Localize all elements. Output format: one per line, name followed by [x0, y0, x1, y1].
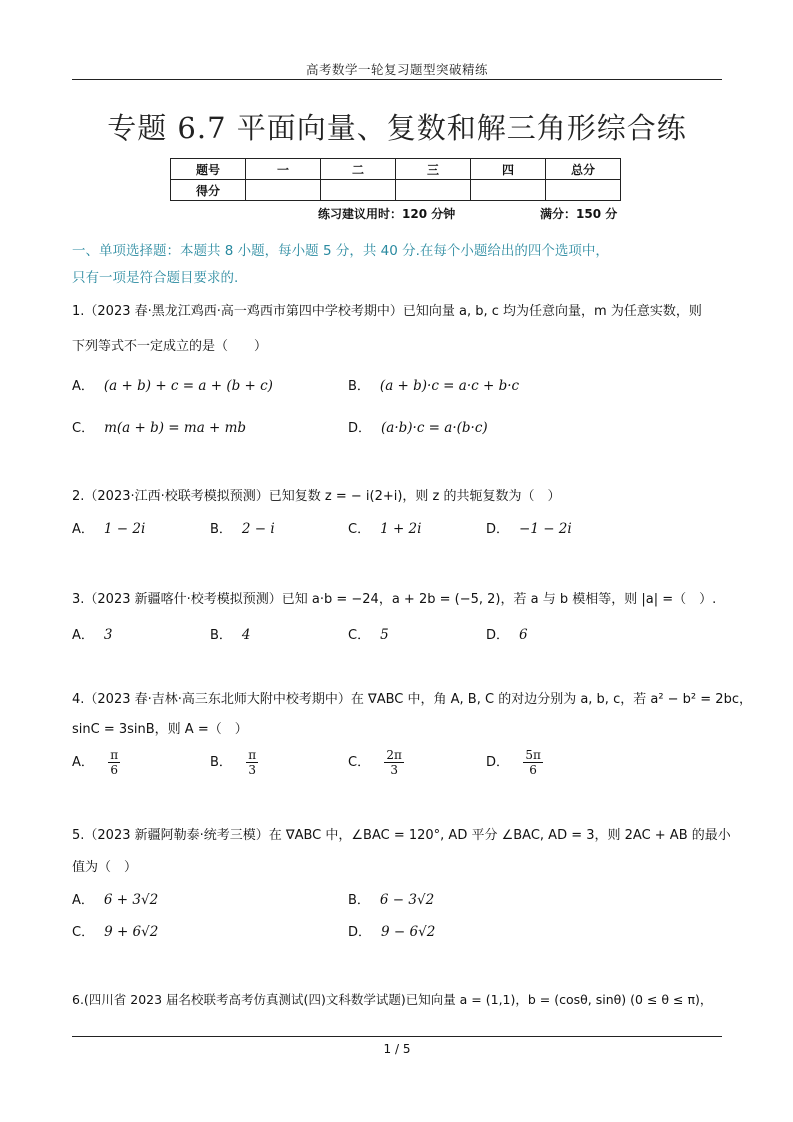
fraction	[384, 748, 404, 777]
footer-divider	[72, 1036, 722, 1037]
fraction-denominator: 3	[248, 763, 256, 777]
question-4-option-d[interactable]	[486, 748, 543, 777]
option-text: 6	[519, 627, 528, 643]
question-2-option-c[interactable]	[348, 518, 421, 537]
score-cell: 四	[471, 159, 546, 180]
section-heading-line: 只有一项是符合题目要求的.	[72, 270, 239, 286]
question-4-stem: sinC = 3sinB，则 A =（ ）	[72, 722, 248, 737]
question-1-option-c[interactable]	[72, 417, 246, 436]
option-label: B．	[348, 379, 370, 394]
option-label: C．	[72, 925, 95, 940]
question-1-stem: 下列等式不一定成立的是（ ）	[72, 339, 268, 354]
option-label: B．	[210, 628, 232, 643]
question-5-option-a[interactable]	[72, 889, 158, 908]
page-title: 专题 6.7 平面向量、复数和解三角形综合练	[107, 111, 687, 145]
option-label: B．	[210, 522, 232, 537]
section-heading	[72, 238, 732, 292]
full-score: 满分：150 分	[540, 207, 618, 221]
question-3-option-a[interactable]	[72, 624, 113, 643]
option-label: D．	[486, 522, 510, 537]
option-label: D．	[348, 421, 372, 436]
score-cell: 题号	[171, 159, 246, 180]
fraction-numerator: 5π	[525, 748, 541, 762]
fraction	[108, 748, 120, 777]
question-6-stem: 6.(四川省 2023 届名校联考高考仿真测试(四)文科数学试题)已知向量 a = (1,1)，b = (cosθ, sinθ) (0 ≤ θ ≤ π)，	[72, 992, 713, 1007]
question-2-option-b[interactable]	[210, 518, 275, 537]
score-table-header-row	[171, 159, 621, 180]
question-5-stem: 5.（2023 新疆阿勒泰·统考三模）在 ∇ABC 中，∠BAC = 120°, AD 平分 ∠BAC, AD = 3，则 2AC + AB 的最小	[72, 828, 731, 843]
option-text: 2 − i	[241, 521, 275, 537]
score-input-cell[interactable]	[546, 180, 621, 201]
question-2-stem: 2.（2023·江西·校联考模拟预测）已知复数 z = − i(2+i)，则 z 的共轭复数为（ ）	[72, 489, 561, 504]
score-cell: 总分	[546, 159, 621, 180]
header-divider	[72, 79, 722, 80]
question-4-option-b[interactable]	[210, 748, 258, 777]
option-label: A．	[72, 522, 94, 537]
option-text: −1 − 2i	[519, 521, 572, 537]
question-5-stem: 值为（ ）	[72, 860, 138, 875]
option-text: 5	[380, 627, 389, 643]
question-3-option-b[interactable]	[210, 624, 251, 643]
option-label: A．	[72, 893, 94, 908]
score-input-cell[interactable]	[396, 180, 471, 201]
question-2-option-d[interactable]	[486, 518, 572, 537]
question-3-option-c[interactable]	[348, 624, 389, 643]
question-1-option-a[interactable]	[72, 375, 273, 394]
option-label: C．	[348, 522, 371, 537]
option-label: C．	[348, 755, 371, 770]
option-text: 6 + 3√2	[103, 892, 159, 908]
score-input-cell[interactable]	[321, 180, 396, 201]
option-text: 9 − 6√2	[381, 924, 436, 940]
section-heading-line: 一、单项选择题：本题共 8 小题，每小题 5 分，共 40 分.在每个小题给出的四个选项中，	[72, 243, 609, 259]
suggested-time: 练习建议用时：120 分钟	[318, 207, 456, 221]
option-text: (a + b) + c = a + (b + c)	[103, 378, 273, 394]
option-text: m(a + b) = ma + mb	[104, 420, 247, 436]
option-label: C．	[72, 421, 95, 436]
score-cell: 得分	[171, 180, 246, 201]
option-text: (a + b)·c = a·c + b·c	[379, 378, 520, 394]
fraction-denominator: 6	[529, 763, 537, 777]
option-label: A．	[72, 379, 94, 394]
fraction-denominator: 6	[110, 763, 118, 777]
option-text: 1 − 2i	[103, 521, 146, 537]
option-text: 3	[103, 627, 113, 643]
fraction-numerator: 2π	[386, 748, 402, 762]
fraction-numerator: π	[248, 748, 257, 762]
score-input-cell[interactable]	[246, 180, 321, 201]
option-label: A．	[72, 755, 94, 770]
question-3-stem: 3.（2023 新疆喀什·校考模拟预测）已知 a·b = −24，a + 2b = (−5, 2)，若 a 与 b 模相等，则 |a| =（ ）.	[72, 592, 717, 607]
option-text: (a·b)·c = a·(b·c)	[381, 420, 488, 436]
option-text: 9 + 6√2	[104, 924, 159, 940]
score-input-cell[interactable]	[471, 180, 546, 201]
option-text: 6 − 3√2	[379, 892, 435, 908]
page-header: 高考数学一轮复习题型突破精练	[305, 62, 488, 77]
fraction	[523, 748, 543, 777]
question-5-option-d[interactable]	[348, 921, 435, 940]
question-5-option-b[interactable]	[348, 889, 434, 908]
page-number: 1 / 5	[383, 1042, 411, 1056]
question-4-stem: 4.（2023 春·吉林·高三东北师大附中校考期中）在 ∇ABC 中，角 A, B, C 的对边分别为 a, b, c，若 a² − b² = 2bc，	[72, 692, 752, 707]
question-2-option-a[interactable]	[72, 518, 145, 537]
option-label: C．	[348, 628, 371, 643]
question-4-option-a[interactable]	[72, 748, 120, 777]
question-3-option-d[interactable]	[486, 624, 528, 643]
score-table-score-row	[171, 180, 621, 201]
option-label: D．	[486, 628, 510, 643]
fraction	[246, 748, 258, 777]
option-label: D．	[486, 755, 510, 770]
score-cell: 三	[396, 159, 471, 180]
score-cell: 二	[321, 159, 396, 180]
score-cell: 一	[246, 159, 321, 180]
score-table	[170, 158, 621, 201]
fraction-denominator: 3	[390, 763, 398, 777]
question-1-stem: 1.（2023 春·黑龙江鸡西·高一鸡西市第四中学校考期中）已知向量 a, b, c 均为任意向量，m 为任意实数，则	[72, 304, 702, 319]
option-text: 4	[241, 627, 251, 643]
question-4-option-c[interactable]	[348, 748, 404, 777]
option-label: B．	[348, 893, 370, 908]
option-label: B．	[210, 755, 232, 770]
question-1-option-d[interactable]	[348, 417, 488, 436]
fraction-numerator: π	[110, 748, 119, 762]
option-text: 1 + 2i	[380, 521, 422, 537]
question-1-option-b[interactable]	[348, 375, 519, 394]
option-label: A．	[72, 628, 94, 643]
question-5-option-c[interactable]	[72, 921, 158, 940]
option-label: D．	[348, 925, 372, 940]
